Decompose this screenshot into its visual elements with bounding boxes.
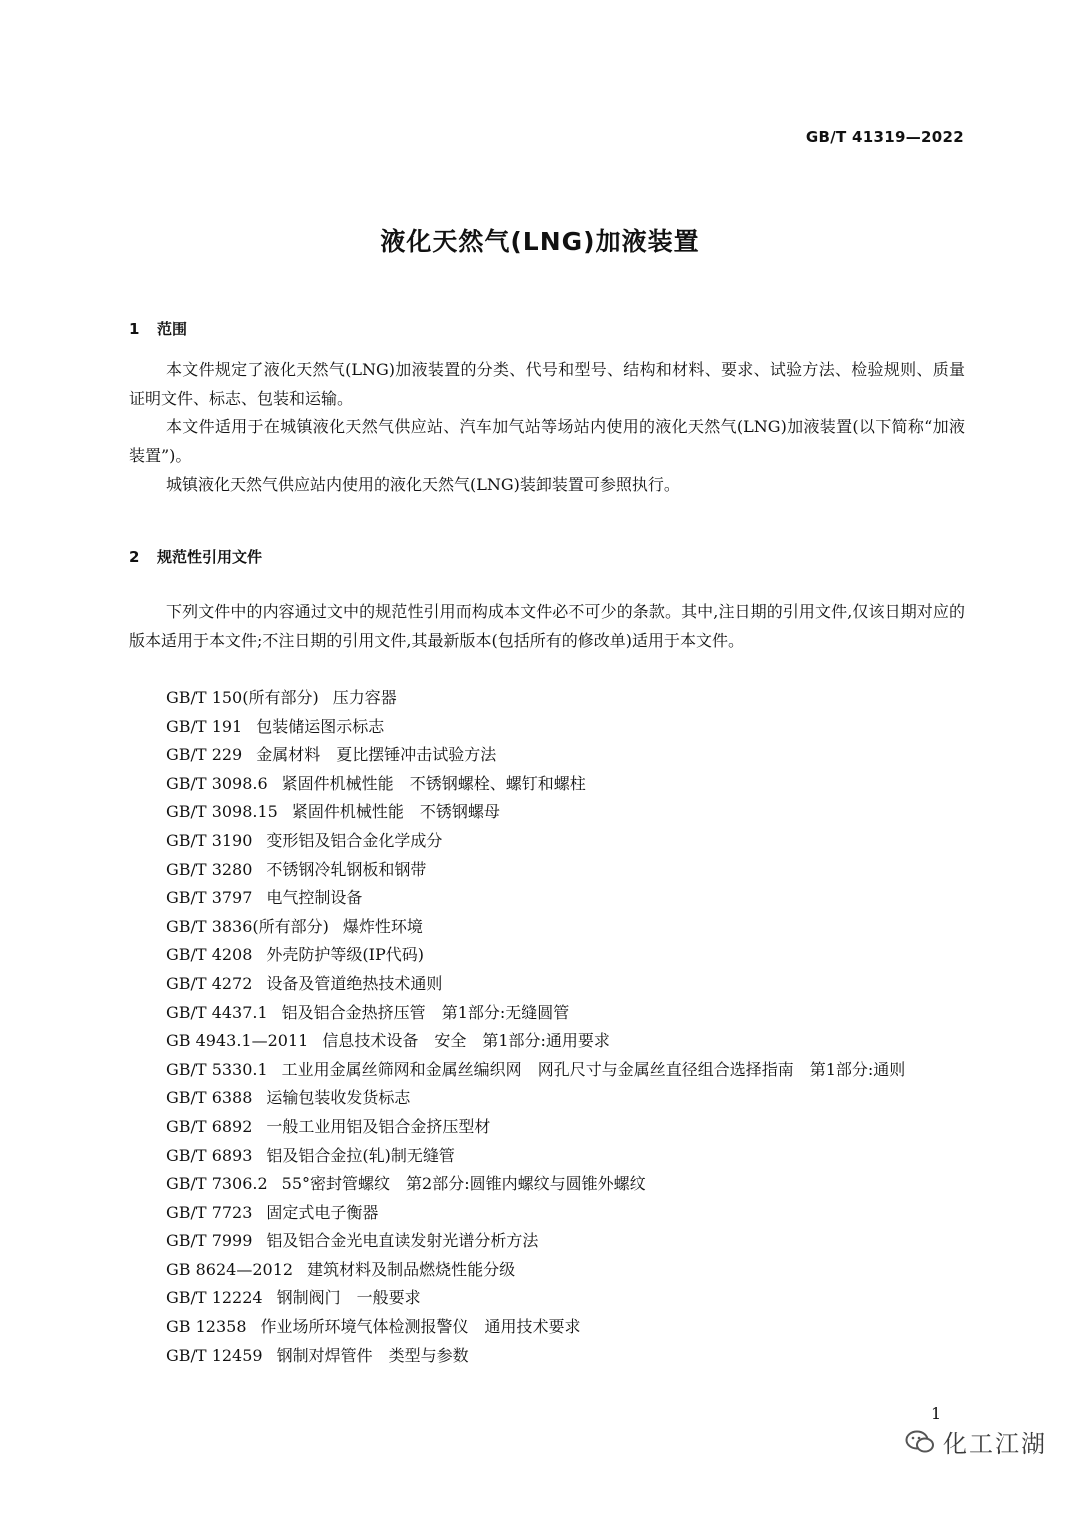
section-number: 2 — [129, 548, 140, 566]
scope-paragraph-2: 本文件适用于在城镇液化天然气供应站、汽车加气站等场站内使用的液化天然气(LNG)加液装置(以下简称“加液装置”)。 — [129, 417, 965, 465]
reference-title: 外壳防护等级(IP代码) — [266, 945, 424, 965]
reference-title: 固定式电子衡器 — [266, 1202, 379, 1222]
section-title: 范围 — [157, 320, 188, 338]
watermark-text: 化工江湖 — [943, 1430, 1047, 1458]
section-2-heading — [129, 546, 262, 567]
reference-title: 铝及铝合金光电直读发射光谱分析方法 — [266, 1231, 539, 1251]
reference-title: 铝及铝合金拉(轧)制无缝管 — [266, 1145, 455, 1165]
reference-item — [129, 770, 965, 799]
reference-list — [129, 684, 965, 1370]
scope-paragraph-3: 城镇液化天然气供应站内使用的液化天然气(LNG)装卸装置可参照执行。 — [166, 475, 680, 494]
reference-item — [129, 1199, 965, 1228]
reference-item — [129, 1113, 965, 1142]
section-1-heading — [129, 318, 187, 339]
reference-code: GB/T 3797 — [166, 888, 253, 908]
reference-item — [129, 827, 965, 856]
scope-paragraph-1: 本文件规定了液化天然气(LNG)加液装置的分类、代号和型号、结构和材料、要求、试验方法、检验规则、质量证明文件、标志、包装和运输。 — [129, 360, 965, 408]
reference-item — [129, 941, 965, 970]
reference-code: GB/T 3280 — [166, 859, 253, 879]
reference-item — [129, 856, 965, 885]
reference-item — [129, 970, 965, 999]
reference-item — [129, 1342, 965, 1371]
reference-title: 铝及铝合金热挤压管 — [281, 1002, 426, 1022]
reference-code: GB/T 4272 — [166, 973, 253, 993]
reference-item — [129, 798, 965, 827]
reference-title: 作业场所环境气体检测报警仪 — [260, 1317, 469, 1337]
reference-code: GB/T 7306.2 — [166, 1174, 268, 1194]
reference-item — [129, 1313, 965, 1342]
reference-title: 工业用金属丝筛网和金属丝编织网 — [281, 1059, 522, 1079]
reference-title: 一般工业用铝及铝合金挤压型材 — [266, 1116, 491, 1136]
reference-code: GB/T 191 — [166, 716, 243, 736]
reference-item — [129, 1284, 965, 1313]
section-title: 规范性引用文件 — [157, 548, 263, 566]
reference-title: 钢制阀门 — [276, 1288, 341, 1308]
reference-code: GB/T 7723 — [166, 1202, 253, 1222]
reference-title: 不锈钢冷轧钢板和钢带 — [266, 859, 427, 879]
reference-code: GB/T 150(所有部分) — [166, 688, 319, 707]
reference-subtitle: 通用技术要求 — [484, 1317, 581, 1337]
reference-item — [129, 913, 965, 942]
reference-code: GB/T 4208 — [166, 945, 253, 965]
reference-code: GB/T 5330.1 — [166, 1059, 268, 1079]
reference-title: 紧固件机械性能 — [281, 773, 394, 793]
reference-title: 变形铝及铝合金化学成分 — [266, 830, 443, 850]
reference-item — [129, 1027, 965, 1056]
reference-code: GB/T 229 — [166, 745, 243, 765]
reference-item — [129, 1227, 965, 1256]
standard-number: GB/T 41319—2022 — [805, 128, 964, 146]
reference-code: GB/T 6893 — [166, 1145, 253, 1165]
reference-item — [129, 1084, 965, 1113]
reference-subtitle: 不锈钢螺栓、螺钉和螺柱 — [409, 773, 586, 793]
reference-title: 钢制对焊管件 — [276, 1345, 373, 1365]
document-title: 液化天然气(LNG)加液装置 — [380, 227, 700, 256]
reference-subtitle: 第2部分:圆锥内螺纹与圆锥外螺纹 — [406, 1174, 646, 1194]
reference-subtitle: 网孔尺寸与金属丝直径组合选择指南 第1部分:通则 — [537, 1059, 906, 1079]
reference-code: GB/T 12224 — [166, 1288, 263, 1308]
reference-code: GB 12358 — [166, 1317, 247, 1337]
reference-subtitle: 安全 第1部分:通用要求 — [434, 1031, 610, 1051]
reference-code: GB/T 3836(所有部分) — [166, 916, 329, 936]
reference-code: GB 4943.1—2011 — [166, 1031, 309, 1051]
reference-title: 爆炸性环境 — [342, 916, 423, 936]
reference-item — [129, 884, 965, 913]
reference-title: 电气控制设备 — [266, 888, 363, 908]
reference-title: 紧固件机械性能 — [291, 802, 404, 822]
reference-item — [129, 999, 965, 1028]
reference-code: GB/T 3098.15 — [166, 802, 278, 822]
reference-title: 金属材料 — [256, 745, 321, 765]
reference-code: GB/T 3190 — [166, 830, 253, 850]
reference-subtitle: 夏比摆锤冲击试验方法 — [336, 745, 497, 765]
page-number: 1 — [931, 1404, 942, 1423]
reference-code: GB/T 6892 — [166, 1116, 253, 1136]
reference-title: 55°密封管螺纹 — [281, 1174, 391, 1194]
reference-title: 信息技术设备 — [322, 1031, 419, 1051]
wechat-icon — [905, 1429, 935, 1455]
reference-item — [129, 713, 965, 742]
references-intro-paragraph: 下列文件中的内容通过文中的规范性引用而构成本文件必不可少的条款。其中,注日期的引用文件,仅该日期对应的版本适用于本文件;不注日期的引用文件,其最新版本(包括所有的修改单)适用于本文件。 — [129, 602, 965, 650]
reference-subtitle: 不锈钢螺母 — [419, 802, 500, 822]
reference-title: 运输包装收发货标志 — [266, 1088, 411, 1108]
section-number: 1 — [129, 320, 140, 338]
reference-item — [129, 1056, 965, 1085]
reference-item — [129, 1256, 965, 1285]
reference-code: GB/T 3098.6 — [166, 773, 268, 793]
reference-item — [129, 1142, 965, 1171]
reference-code: GB/T 12459 — [166, 1345, 263, 1365]
reference-title: 设备及管道绝热技术通则 — [266, 973, 443, 993]
reference-code: GB/T 6388 — [166, 1088, 253, 1108]
reference-subtitle: 一般要求 — [356, 1288, 421, 1308]
reference-item — [129, 1170, 965, 1199]
reference-title: 压力容器 — [332, 688, 397, 707]
watermark — [905, 1424, 1047, 1459]
reference-code: GB/T 4437.1 — [166, 1002, 268, 1022]
reference-item — [129, 741, 965, 770]
reference-title: 建筑材料及制品燃烧性能分级 — [307, 1259, 516, 1279]
reference-subtitle: 类型与参数 — [388, 1345, 469, 1365]
reference-title: 包装储运图示标志 — [256, 716, 385, 736]
reference-code: GB/T 7999 — [166, 1231, 253, 1251]
reference-subtitle: 第1部分:无缝圆管 — [441, 1002, 570, 1022]
reference-code: GB 8624—2012 — [166, 1259, 294, 1279]
reference-item — [129, 684, 965, 713]
